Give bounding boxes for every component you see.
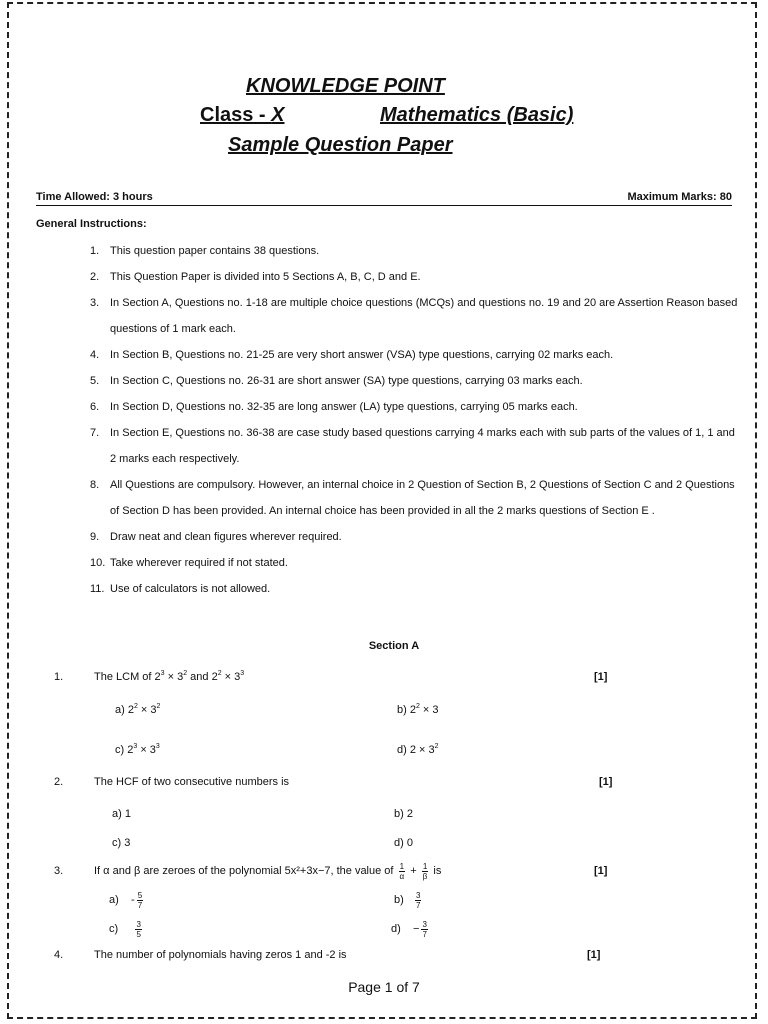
q2-option-c: c) 3: [112, 837, 131, 849]
meta-row: [36, 191, 732, 206]
q2-number: 2.: [54, 776, 64, 788]
class-value: X: [271, 104, 285, 126]
q1-option-d: d) $2 \times 3^2$: [397, 743, 439, 756]
paper-title: Sample Question Paper: [228, 134, 453, 156]
instruction-item: 10. Take wherever required if not stated.: [90, 557, 288, 569]
instruction-item: 4. In Section B, Questions no. 21-25 are very short answer (VSA) type questions, carrying 02 marks each.: [90, 349, 614, 361]
q3-option-b-fraction: $\frac{3}{7}$: [415, 890, 421, 910]
q2-marks: [1]: [599, 776, 613, 788]
instruction-item: 2. This Question Paper is divided into 5 Sections A, B, C, D and E.: [90, 271, 421, 283]
institute-title: KNOWLEDGE POINT: [246, 75, 445, 97]
subject-title: Mathematics (Basic): [380, 104, 574, 126]
instruction-item: 5. In Section C, Questions no. 26-31 are short answer (SA) type questions, carrying 03 marks each.: [90, 375, 583, 387]
instructions-list: [90, 238, 740, 602]
instruction-item: 6. In Section D, Questions no. 32-35 are long answer (LA) type questions, carrying 05 marks each.: [90, 401, 578, 413]
q3-option-b: b) $\frac{3}{7}$: [394, 890, 421, 910]
q3-option-c-fraction: $\frac{3}{5}$: [136, 919, 141, 939]
q1-option-c: c) $2^3 \times 3^3$: [115, 743, 160, 756]
q4-marks: [1]: [587, 949, 601, 961]
instruction-item: 1. This question paper contains 38 questions.: [90, 245, 320, 257]
q2-option-b: b) 2: [394, 808, 413, 820]
q3-marks: [1]: [594, 865, 608, 877]
instruction-item: 8. All Questions are compulsory. However, an internal choice in 2 Question of Section B, 2 Questions of Section C and 2 Questions of Section D has been provided. An internal choice has been provided in all the 2 marks questions of Section E .: [90, 479, 735, 517]
q2-text: The HCF of two consecutive numbers is: [94, 776, 290, 788]
instruction-item: 3. In Section A, Questions no. 1-18 are multiple choice questions (MCQs) and questions no. 19 and 20 are Assertion Reason based questions of 1 mark each.: [90, 297, 738, 335]
q3-text: If α and β are zeroes of the polynomial 5x²+3x−7, the value of $\frac{1}{\alpha}$ + $\frac{1}{\beta}$ is: [94, 861, 442, 881]
q2-option-d: d) 0: [394, 837, 413, 849]
instruction-item: 7. In Section E, Questions no. 36-38 are case study based questions carrying 4 marks each with sub parts of the values of 1, 1 and 2 marks each respectively.: [90, 427, 735, 465]
q4-number: 4.: [54, 949, 64, 961]
max-marks: Maximum Marks: 80: [627, 191, 732, 203]
page-number: Page 1 of 7: [348, 979, 420, 995]
instruction-item: 11. Use of calculators is not allowed.: [90, 583, 271, 595]
time-allowed: Time Allowed: 3 hours: [36, 191, 153, 203]
q3-fraction-beta: $\frac{1}{\beta}$: [422, 861, 428, 881]
class-label: Class -: [200, 104, 272, 126]
q1-number: 1.: [54, 671, 64, 683]
q1-marks: [1]: [594, 671, 608, 683]
q3-fraction-alpha: $\frac{1}{\alpha}$: [399, 861, 405, 881]
q3-option-d-fraction: $\frac{3}{7}$: [422, 919, 427, 939]
q3-number: 3.: [54, 865, 64, 877]
q3-option-c: c) $\frac{3}{5}$: [109, 919, 141, 939]
q3-option-a-fraction: $\frac{5}{7}$: [137, 890, 143, 910]
instructions-heading: General Instructions:: [36, 218, 147, 230]
class-heading: [200, 104, 285, 127]
q4-text: The number of polynomials having zeros 1 and -2 is: [94, 949, 347, 961]
q1-option-b: b) $2^2 \times 3$: [397, 703, 439, 716]
instruction-item: 9. Draw neat and clean figures wherever required.: [90, 531, 342, 543]
q1-option-a: a) $2^2 \times 3^2$: [115, 703, 161, 716]
q2-option-a: a) 1: [112, 808, 131, 820]
q1-text: The LCM of $2^3 \times 3^2$ and $2^2 \times 3^3$: [94, 670, 245, 683]
section-a-title: Section A: [368, 640, 420, 652]
q3-option-a: a) - $\frac{5}{7}$: [109, 890, 143, 910]
q3-option-d: d) − $\frac{3}{7}$: [391, 919, 427, 939]
